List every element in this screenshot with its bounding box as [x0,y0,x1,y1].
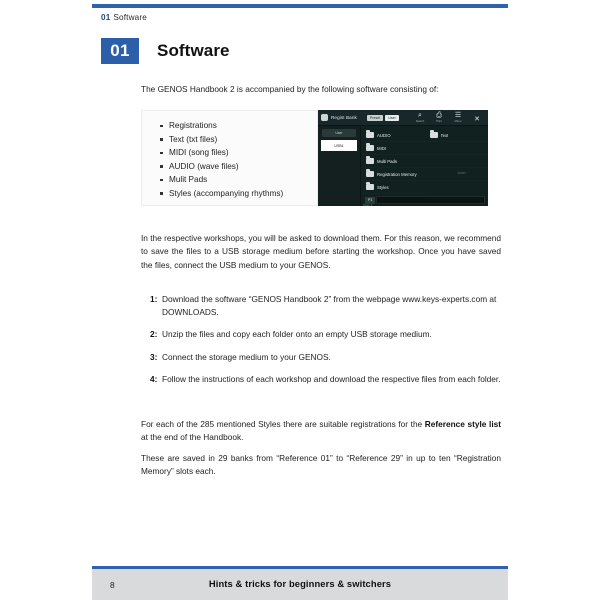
step-text: Connect the storage medium to your GENOS. [162,351,331,362]
software-list-panel [141,110,318,206]
running-head [101,13,147,22]
step-text: Follow the instructions of each workshop and download the respective files from each folder. [162,373,501,384]
menu-icon [452,112,464,123]
print-icon-caption: Print [436,119,442,123]
step-number: 3: [150,351,158,362]
folder-item [425,129,489,142]
list-item: Text (txt files) [159,133,317,147]
styles-paragraph [141,418,501,445]
folder-label: Registration Memory [377,171,417,177]
folder-label: MIDI [377,145,387,151]
device-body [318,126,488,206]
folder-icon [366,145,374,151]
running-head-label: Software [113,13,147,22]
tab-user: User [385,115,399,121]
device-folder-grid [361,129,488,194]
page-number: 8 [110,580,115,590]
folder-item-empty [425,155,489,168]
device-screenshot [318,110,488,206]
folder-label: Text [440,132,449,138]
folder-item [361,129,425,142]
device-toolbar [318,110,488,126]
device-tab-pills [367,115,399,121]
workshops-paragraph: In the respective workshops, you will be asked to download them. For this reason, we recommend to save the files to a USB storage medium before starting the workshop. Once you have saved the files, connect the USB medium to your GENOS. [141,233,501,270]
list-item: Styles (accompanying rhythms) [159,187,317,201]
feature-block [141,110,488,206]
tab-preset: Preset [367,115,383,121]
folder-icon [366,171,374,177]
step-number: 2: [150,329,158,340]
folder-label: Multi Pads [377,158,398,164]
device-sidebar [318,126,361,206]
page-title: Software [157,41,230,60]
folder-icon [366,184,374,190]
folder-item-empty [425,142,489,155]
print-icon-glyph: ⎙ [436,112,442,120]
chapter-number-badge: 01 [101,38,139,64]
header-rule [92,4,508,8]
folder-item [361,155,425,168]
device-footer-note: Page 1 [363,202,373,206]
menu-icon-caption: Menu [454,119,462,123]
close-icon-glyph: ✕ [474,115,480,123]
step-number: 1: [150,294,158,304]
steps-list [150,293,502,395]
software-list [159,119,317,201]
sidebar-item-usb: USB1 [321,140,357,151]
folder-icon [366,158,374,164]
device-progress-bar [376,196,485,204]
folder-item [361,181,425,194]
menu-icon-glyph: ☰ [454,112,462,120]
device-ghost-label: User [457,170,466,175]
folder-item [361,168,425,181]
reference-style-list-emphasis: Reference style list [424,419,502,429]
folder-icon [366,132,374,138]
chapter-heading [101,38,230,64]
folder-icon [430,132,438,138]
page-tag: P1 [365,197,375,204]
step-text: Unzip the files and copy each folder onto an empty USB storage medium. [162,329,432,340]
print-icon [433,112,445,123]
styles-text-before: For each of the 285 mentioned Styles there are suitable registrations for the [141,419,425,429]
folder-label: AUDIO [377,132,391,138]
device-bottom-bar [361,196,488,204]
device-window-title: Regist Bank [331,115,357,120]
close-icon [471,116,483,123]
search-icon [414,112,426,123]
step-item [150,373,502,386]
running-head-number: 01 [101,13,111,22]
app-icon [321,114,328,121]
step-number: 4: [150,373,158,384]
step-text: Download the software “GENOS Handbook 2” from the webpage www.keys-experts.com at DOWNLOADS. [162,294,497,318]
folder-label: Styles [377,184,389,190]
sidebar-tab-user: User [322,129,356,137]
search-icon-caption: Search [415,119,425,123]
list-item: Registrations [159,119,317,133]
footer-title: Hints & tricks for beginners & switchers [208,578,392,589]
step-item [150,328,502,341]
list-item: MIDI (song files) [159,146,317,160]
styles-text-after: at the end of the Handbook. [141,432,244,443]
intro-paragraph: The GENOS Handbook 2 is accompanied by the following software consisting of: [141,84,439,94]
device-toolbar-icons [414,112,485,123]
folder-item-empty [425,168,489,181]
list-item: Mulit Pads [159,173,317,187]
step-item [150,293,502,319]
step-item [150,351,502,364]
list-item: AUDIO (wave files) [159,160,317,174]
banks-paragraph: These are saved in 29 banks from “Reference 01” to “Reference 29” in up to ten “Registration Memory” slots each. [141,453,501,477]
folder-item [361,142,425,155]
search-icon-glyph: ⌕ [418,112,422,120]
device-file-area [361,126,488,206]
